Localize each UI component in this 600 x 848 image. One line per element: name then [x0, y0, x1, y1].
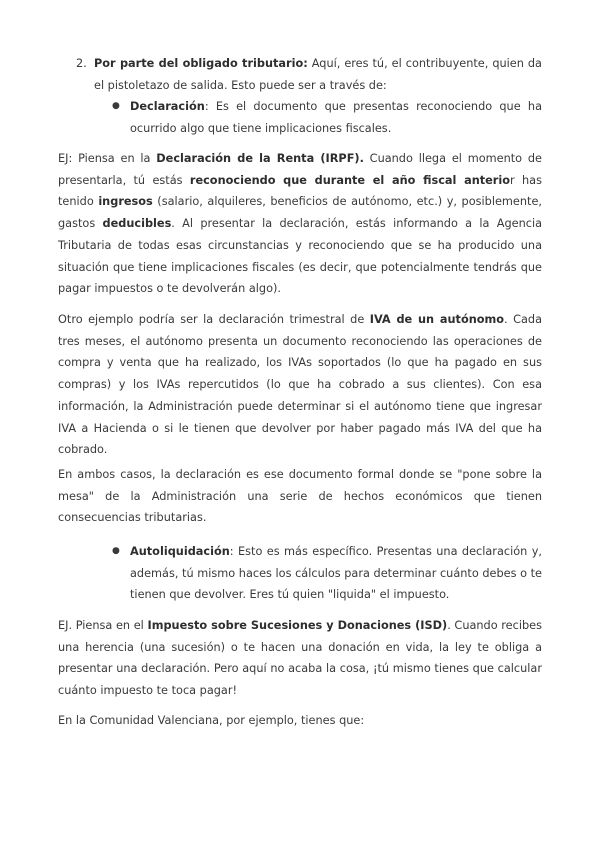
text-run: EJ: Piensa en la: [58, 152, 157, 165]
bullet-bold: Declaración: [130, 100, 205, 113]
bullet-icon: ●: [112, 546, 120, 556]
text-run: Otro ejemplo podría ser la declaración trimestral de: [58, 313, 370, 326]
text-run: (salario, alquileres, beneficios de autónomo, etc.) y, posiblemente, gastos: [58, 195, 543, 231]
bold-run: Impuesto sobre Sucesiones y Donaciones (ISD): [147, 619, 448, 632]
list-item-obligado-tributario: [94, 53, 542, 96]
bold-run: reconociendo que durante el año fiscal anterio: [189, 173, 511, 187]
text-run: . Cuando recibes una herencia (una sucesión) o te hacen una donación en vida, la ley te obliga a presentar una declaración. Pero aquí no acaba la cosa, ¡tú mismo tienes que calcular cuánto impuesto te toca pagar!: [58, 619, 542, 698]
text-run: . Al presentar la declaración, estás informando a la Agencia Tributaria de todas esas circunstancias y reconociendo que se ha producido una situación que tiene implicaciones fiscales (es decir, que potencialmente tendrás que pagar impuestos o te devolverán algo).: [58, 217, 543, 296]
list-item-text: Aquí, eres tú, el contribuyente, quien da el pistoletazo de salida. Esto puede ser a través de:: [94, 57, 542, 92]
bold-run: ingresos: [98, 195, 153, 209]
list-item-bold: Por parte del obligado tributario:: [94, 57, 308, 70]
paragraph-irpf: [58, 148, 542, 300]
bold-run: Declaración de la Renta (IRPF).: [156, 152, 364, 165]
paragraph-comunidad-valenciana: En la Comunidad Valenciana, por ejemplo, tienes que:: [58, 714, 365, 727]
paragraph-ambos-casos: En ambos casos, la declaración es ese documento formal donde se "pone sobre la mesa" de la Administración una serie de hechos económicos que tienen consecuencias tributarias.: [58, 468, 542, 525]
paragraph-iva: [58, 309, 542, 461]
bullet-text: : Es el documento que presentas reconociendo que ha ocurrido algo que tiene implicaciones fiscales.: [130, 100, 542, 135]
bold-run: deducibles: [102, 217, 172, 231]
bold-run: IVA de un autónomo: [369, 313, 505, 326]
bullet-icon: ●: [112, 101, 120, 111]
bullet-item-declaracion: [130, 96, 542, 139]
paragraph-isd: [58, 615, 542, 702]
text-run: r has tenido: [58, 173, 542, 209]
bullet-text: : Esto es más específico. Presentas una declaración y, además, tú mismo haces los cálculos para determinar cuánto debes o te tienen que devolver. Eres tú quien "liquida" el impuesto.: [130, 545, 542, 602]
text-run: EJ. Piensa en el: [58, 619, 148, 632]
text-run: Cuando llega el momento de presentarla, tú estás: [58, 152, 543, 187]
bullet-bold: Autoliquidación: [130, 545, 230, 558]
list-number: 2.: [76, 57, 87, 70]
text-run: . Cada tres meses, el autónomo presenta un documento reconociendo las operaciones de compra y venta que ha realizado, los IVAs soportados (lo que ha pagado en sus compras) y los IVAs repercutidos (lo que ha cobrado a sus clientes). Con esa información, la Administración puede determinar si el autónomo tiene que ingresar IVA a Hacienda o si le tienen que devolver por haber pagado más IVA del que ha cobrado.: [58, 313, 542, 457]
bullet-item-autoliquidacion: [130, 541, 542, 606]
